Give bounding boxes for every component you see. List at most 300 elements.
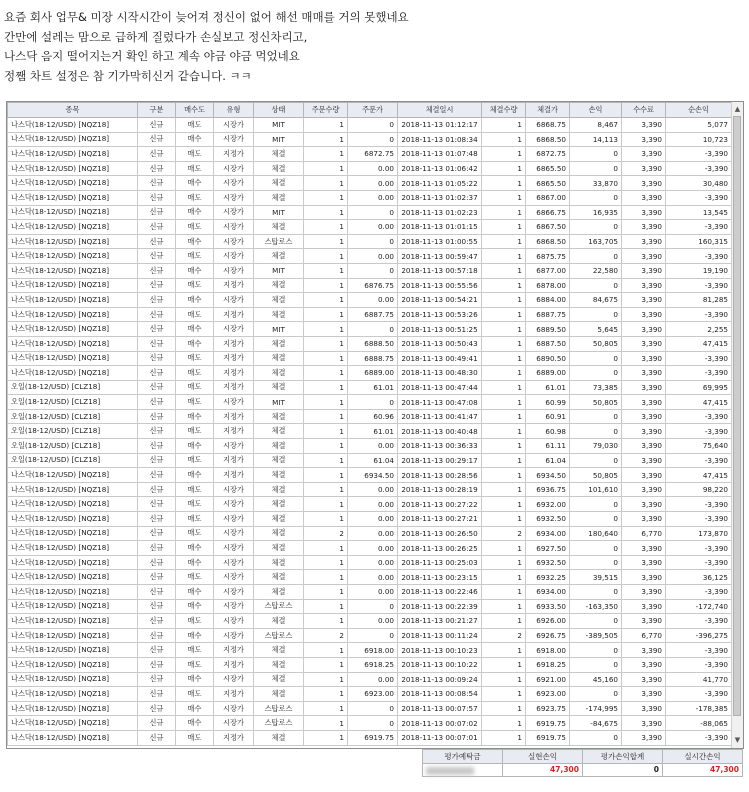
cell-fee: 3,390 xyxy=(622,132,666,147)
table-row[interactable] xyxy=(8,672,732,687)
cell-net-pnl: -3,390 xyxy=(666,190,732,205)
cell-status: 체결 xyxy=(254,176,304,191)
cell-fill-time: 2018-11-13 01:06:42 xyxy=(398,161,482,176)
cell-fill-time: 2018-11-13 00:26:25 xyxy=(398,541,482,556)
cell-side: 매도 xyxy=(176,657,214,672)
cell-order-price: 0.00 xyxy=(348,190,398,205)
cell-fee: 3,390 xyxy=(622,482,666,497)
cell-order-price: 0 xyxy=(348,701,398,716)
cell-order-qty: 1 xyxy=(304,716,348,731)
cell-status: 체결 xyxy=(254,497,304,512)
cell-net-pnl: 47,415 xyxy=(666,395,732,410)
cell-status: 체결 xyxy=(254,541,304,556)
cell-fill-price: 6932.25 xyxy=(526,570,570,585)
cell-net-pnl: -3,390 xyxy=(666,453,732,468)
cell-order-type: 시장가 xyxy=(214,526,254,541)
post-line: 간만에 설레는 맘으로 급하게 질렀다가 손실보고 정신차리고, xyxy=(4,29,308,44)
cell-fee: 3,390 xyxy=(622,176,666,191)
cell-symbol: 오일(18-12/USD) [CLZ18] xyxy=(8,395,138,410)
summary-value-row xyxy=(423,763,743,777)
cell-fill-time: 2018-11-13 00:07:01 xyxy=(398,730,482,745)
cell-side: 매도 xyxy=(176,482,214,497)
column-header[interactable]: 체결수량 xyxy=(482,103,526,118)
table-row[interactable] xyxy=(8,322,732,337)
table-row[interactable] xyxy=(8,190,732,205)
cell-type: 신규 xyxy=(138,614,176,629)
cell-fee: 3,390 xyxy=(622,409,666,424)
cell-fill-price: 61.11 xyxy=(526,439,570,454)
cell-fill-qty: 1 xyxy=(482,570,526,585)
cell-status: 체결 xyxy=(254,555,304,570)
cell-fill-qty: 1 xyxy=(482,147,526,162)
cell-pnl: 0 xyxy=(570,366,622,381)
cell-type: 신규 xyxy=(138,555,176,570)
cell-order-type: 지정가 xyxy=(214,366,254,381)
cell-symbol: 오일(18-12/USD) [CLZ18] xyxy=(8,439,138,454)
cell-fill-price: 61.01 xyxy=(526,380,570,395)
cell-order-price: 0.00 xyxy=(348,249,398,264)
cell-order-price: 0 xyxy=(348,395,398,410)
table-row[interactable] xyxy=(8,409,732,424)
cell-type: 신규 xyxy=(138,176,176,191)
scroll-down-arrow-icon[interactable]: ▼ xyxy=(734,736,741,744)
cell-fill-qty: 1 xyxy=(482,497,526,512)
cell-fill-price: 6878.00 xyxy=(526,278,570,293)
column-header[interactable]: 수수료 xyxy=(622,103,666,118)
cell-symbol: 나스닥(18-12/USD) [NQZ18] xyxy=(8,234,138,249)
cell-fill-price: 6890.50 xyxy=(526,351,570,366)
cell-side: 매도 xyxy=(176,307,214,322)
cell-pnl: 0 xyxy=(570,730,622,745)
cell-fill-price: 61.04 xyxy=(526,453,570,468)
cell-order-qty: 1 xyxy=(304,278,348,293)
table-row[interactable] xyxy=(8,687,732,702)
cell-fill-qty: 1 xyxy=(482,672,526,687)
cell-fill-qty: 1 xyxy=(482,220,526,235)
table-row[interactable] xyxy=(8,628,732,643)
table-row[interactable] xyxy=(8,643,732,658)
table-row[interactable] xyxy=(8,263,732,278)
cell-type: 신규 xyxy=(138,395,176,410)
cell-order-price: 0.00 xyxy=(348,512,398,527)
cell-side: 매수 xyxy=(176,555,214,570)
cell-fill-qty: 1 xyxy=(482,482,526,497)
cell-order-price: 0.00 xyxy=(348,672,398,687)
table-row[interactable] xyxy=(8,497,732,512)
cell-order-price: 6934.50 xyxy=(348,468,398,483)
cell-status: 스탑로스 xyxy=(254,628,304,643)
table-row[interactable] xyxy=(8,118,732,133)
cell-order-price: 0 xyxy=(348,599,398,614)
table-row[interactable] xyxy=(8,512,732,527)
cell-fee: 3,390 xyxy=(622,570,666,585)
cell-status: 체결 xyxy=(254,307,304,322)
cell-fill-price: 6889.50 xyxy=(526,322,570,337)
cell-symbol: 오일(18-12/USD) [CLZ18] xyxy=(8,409,138,424)
column-header[interactable]: 구분 xyxy=(138,103,176,118)
vertical-scrollbar[interactable] xyxy=(731,102,743,748)
cell-order-type: 지정가 xyxy=(214,643,254,658)
cell-side: 매도 xyxy=(176,190,214,205)
cell-order-price: 0 xyxy=(348,628,398,643)
cell-type: 신규 xyxy=(138,249,176,264)
cell-net-pnl: -88,065 xyxy=(666,716,732,731)
post-line: 나스닥 음지 떨어지는거 확인 하고 계속 야금 야금 먹었네요 xyxy=(4,49,300,63)
cell-symbol: 나스닥(18-12/USD) [NQZ18] xyxy=(8,599,138,614)
eval-pnl-total-value: 0 xyxy=(583,763,663,777)
column-header[interactable]: 손익 xyxy=(570,103,622,118)
cell-order-price: 0.00 xyxy=(348,541,398,556)
cell-fee: 6,770 xyxy=(622,628,666,643)
post-text xyxy=(4,8,744,86)
cell-fill-price: 6932.00 xyxy=(526,497,570,512)
table-row[interactable] xyxy=(8,599,732,614)
cell-fill-time: 2018-11-13 01:00:55 xyxy=(398,234,482,249)
cell-net-pnl: 13,545 xyxy=(666,205,732,220)
cell-pnl: 0 xyxy=(570,220,622,235)
table-row[interactable] xyxy=(8,351,732,366)
cell-fee: 3,390 xyxy=(622,336,666,351)
cell-fill-price: 6918.25 xyxy=(526,657,570,672)
cell-pnl: 73,385 xyxy=(570,380,622,395)
cell-net-pnl: -3,390 xyxy=(666,585,732,600)
cell-order-price: 0.00 xyxy=(348,614,398,629)
cell-fee: 3,390 xyxy=(622,701,666,716)
cell-side: 매도 xyxy=(176,366,214,381)
cell-side: 매도 xyxy=(176,526,214,541)
cell-side: 매수 xyxy=(176,205,214,220)
cell-status: 체결 xyxy=(254,366,304,381)
cell-fee: 3,390 xyxy=(622,322,666,337)
column-header[interactable]: 종목 xyxy=(8,103,138,118)
cell-order-price: 0.00 xyxy=(348,555,398,570)
cell-fill-time: 2018-11-13 00:07:57 xyxy=(398,701,482,716)
cell-net-pnl: -396,275 xyxy=(666,628,732,643)
cell-order-qty: 1 xyxy=(304,263,348,278)
cell-status: 체결 xyxy=(254,468,304,483)
cell-fill-qty: 1 xyxy=(482,730,526,745)
cell-type: 신규 xyxy=(138,409,176,424)
cell-fill-time: 2018-11-13 00:10:22 xyxy=(398,657,482,672)
cell-fill-price: 60.99 xyxy=(526,395,570,410)
cell-fee: 3,390 xyxy=(622,234,666,249)
table-row[interactable] xyxy=(8,336,732,351)
cell-order-type: 지정가 xyxy=(214,468,254,483)
cell-fee: 3,390 xyxy=(622,555,666,570)
cell-fill-price: 6887.50 xyxy=(526,336,570,351)
scroll-up-arrow-icon[interactable]: ▲ xyxy=(734,105,741,113)
cell-fill-qty: 1 xyxy=(482,234,526,249)
cell-type: 신규 xyxy=(138,687,176,702)
cell-net-pnl: 47,415 xyxy=(666,468,732,483)
cell-fill-qty: 1 xyxy=(482,263,526,278)
column-header[interactable]: 상태 xyxy=(254,103,304,118)
cell-net-pnl: -3,390 xyxy=(666,147,732,162)
table-row[interactable] xyxy=(8,439,732,454)
cell-net-pnl: -3,390 xyxy=(666,730,732,745)
cell-fill-time: 2018-11-13 00:55:56 xyxy=(398,278,482,293)
cell-fee: 3,390 xyxy=(622,730,666,745)
cell-side: 매도 xyxy=(176,380,214,395)
cell-fill-qty: 1 xyxy=(482,599,526,614)
cell-type: 신규 xyxy=(138,307,176,322)
cell-status: 체결 xyxy=(254,672,304,687)
cell-fill-price: 6934.00 xyxy=(526,526,570,541)
cell-pnl: 0 xyxy=(570,585,622,600)
cell-net-pnl: -3,390 xyxy=(666,643,732,658)
cell-symbol: 나스닥(18-12/USD) [NQZ18] xyxy=(8,249,138,264)
cell-order-qty: 1 xyxy=(304,643,348,658)
cell-status: 체결 xyxy=(254,380,304,395)
cell-status: 체결 xyxy=(254,585,304,600)
cell-order-type: 시장가 xyxy=(214,132,254,147)
table-row[interactable] xyxy=(8,147,732,162)
cell-fill-price: 6887.75 xyxy=(526,307,570,322)
cell-net-pnl: 36,125 xyxy=(666,570,732,585)
table-row[interactable] xyxy=(8,541,732,556)
cell-fill-time: 2018-11-13 00:29:17 xyxy=(398,453,482,468)
cell-order-price: 61.04 xyxy=(348,453,398,468)
cell-order-type: 시장가 xyxy=(214,570,254,585)
column-header[interactable]: 매수도 xyxy=(176,103,214,118)
table-row[interactable] xyxy=(8,293,732,308)
cell-symbol: 나스닥(18-12/USD) [NQZ18] xyxy=(8,657,138,672)
cell-side: 매도 xyxy=(176,161,214,176)
cell-fill-time: 2018-11-13 00:22:46 xyxy=(398,585,482,600)
cell-side: 매도 xyxy=(176,570,214,585)
cell-fill-time: 2018-11-13 00:47:08 xyxy=(398,395,482,410)
cell-type: 신규 xyxy=(138,190,176,205)
cell-fill-qty: 1 xyxy=(482,657,526,672)
cell-order-qty: 1 xyxy=(304,351,348,366)
table-row[interactable] xyxy=(8,555,732,570)
summary-header: 평가손익합계 xyxy=(583,750,663,764)
table-row[interactable] xyxy=(8,380,732,395)
table-row[interactable] xyxy=(8,468,732,483)
table-row[interactable] xyxy=(8,366,732,381)
table-row[interactable] xyxy=(8,701,732,716)
cell-fee: 3,390 xyxy=(622,468,666,483)
cell-status: 체결 xyxy=(254,526,304,541)
cell-order-price: 0 xyxy=(348,263,398,278)
cell-symbol: 나스닥(18-12/USD) [NQZ18] xyxy=(8,512,138,527)
cell-pnl: 0 xyxy=(570,190,622,205)
table-row[interactable] xyxy=(8,716,732,731)
cell-fill-time: 2018-11-13 01:02:37 xyxy=(398,190,482,205)
cell-fill-qty: 1 xyxy=(482,322,526,337)
trade-history-grid xyxy=(6,101,744,749)
cell-fee: 3,390 xyxy=(622,307,666,322)
cell-fill-qty: 2 xyxy=(482,526,526,541)
cell-order-price: 61.01 xyxy=(348,424,398,439)
cell-symbol: 나스닥(18-12/USD) [NQZ18] xyxy=(8,672,138,687)
cell-order-price: 6889.00 xyxy=(348,366,398,381)
cell-type: 신규 xyxy=(138,278,176,293)
cell-order-price: 6888.75 xyxy=(348,351,398,366)
cell-fee: 3,390 xyxy=(622,716,666,731)
cell-order-price: 0.00 xyxy=(348,482,398,497)
column-header[interactable]: 순손익 xyxy=(666,103,732,118)
cell-order-price: 0.00 xyxy=(348,293,398,308)
cell-net-pnl: 41,770 xyxy=(666,672,732,687)
scrollbar-thumb[interactable] xyxy=(733,116,741,716)
table-row[interactable] xyxy=(8,176,732,191)
cell-side: 매도 xyxy=(176,730,214,745)
cell-order-price: 0.00 xyxy=(348,220,398,235)
cell-status: 체결 xyxy=(254,657,304,672)
cell-type: 신규 xyxy=(138,482,176,497)
cell-symbol: 나스닥(18-12/USD) [NQZ18] xyxy=(8,497,138,512)
cell-type: 신규 xyxy=(138,716,176,731)
cell-order-type: 지정가 xyxy=(214,351,254,366)
cell-net-pnl: 160,315 xyxy=(666,234,732,249)
cell-pnl: 163,705 xyxy=(570,234,622,249)
summary-header-row xyxy=(423,750,743,764)
cell-fill-price: 6921.00 xyxy=(526,672,570,687)
cell-order-price: 61.01 xyxy=(348,380,398,395)
column-header[interactable]: 유형 xyxy=(214,103,254,118)
table-row[interactable] xyxy=(8,132,732,147)
cell-status: 체결 xyxy=(254,730,304,745)
cell-symbol: 나스닥(18-12/USD) [NQZ18] xyxy=(8,614,138,629)
cell-order-qty: 1 xyxy=(304,599,348,614)
cell-status: 체결 xyxy=(254,687,304,702)
cell-order-price: 0 xyxy=(348,716,398,731)
cell-order-type: 시장가 xyxy=(214,497,254,512)
cell-fill-qty: 1 xyxy=(482,614,526,629)
cell-symbol: 나스닥(18-12/USD) [NQZ18] xyxy=(8,118,138,133)
cell-order-type: 지정가 xyxy=(214,147,254,162)
cell-order-qty: 1 xyxy=(304,468,348,483)
cell-side: 매도 xyxy=(176,118,214,133)
cell-symbol: 나스닥(18-12/USD) [NQZ18] xyxy=(8,205,138,220)
cell-net-pnl: -178,385 xyxy=(666,701,732,716)
cell-order-qty: 1 xyxy=(304,730,348,745)
cell-fill-price: 6934.50 xyxy=(526,468,570,483)
cell-fill-price: 6923.75 xyxy=(526,701,570,716)
cell-pnl: 0 xyxy=(570,147,622,162)
cell-symbol: 나스닥(18-12/USD) [NQZ18] xyxy=(8,526,138,541)
cell-net-pnl: 30,480 xyxy=(666,176,732,191)
cell-fill-time: 2018-11-13 00:28:56 xyxy=(398,468,482,483)
cell-fill-price: 6919.75 xyxy=(526,730,570,745)
table-row[interactable] xyxy=(8,161,732,176)
table-row[interactable] xyxy=(8,307,732,322)
cell-net-pnl: 75,640 xyxy=(666,439,732,454)
cell-fill-qty: 1 xyxy=(482,555,526,570)
table-row[interactable] xyxy=(8,614,732,629)
table-row[interactable] xyxy=(8,220,732,235)
cell-status: 체결 xyxy=(254,409,304,424)
cell-net-pnl: -3,390 xyxy=(666,424,732,439)
cell-fill-price: 6867.00 xyxy=(526,190,570,205)
column-header[interactable]: 체결일시 xyxy=(398,103,482,118)
table-row[interactable] xyxy=(8,234,732,249)
cell-side: 매도 xyxy=(176,424,214,439)
cell-order-type: 시장가 xyxy=(214,234,254,249)
cell-net-pnl: -3,390 xyxy=(666,497,732,512)
cell-status: 스탑로스 xyxy=(254,599,304,614)
cell-order-type: 지정가 xyxy=(214,409,254,424)
cell-type: 신규 xyxy=(138,293,176,308)
cell-fill-price: 6918.00 xyxy=(526,643,570,658)
cell-status: 체결 xyxy=(254,278,304,293)
cell-symbol: 나스닥(18-12/USD) [NQZ18] xyxy=(8,278,138,293)
column-header[interactable]: 주문수량 xyxy=(304,103,348,118)
cell-order-qty: 2 xyxy=(304,526,348,541)
cell-pnl: 39,515 xyxy=(570,570,622,585)
cell-order-qty: 1 xyxy=(304,190,348,205)
cell-net-pnl: -172,740 xyxy=(666,599,732,614)
cell-type: 신규 xyxy=(138,468,176,483)
table-row[interactable] xyxy=(8,526,732,541)
cell-net-pnl: 19,190 xyxy=(666,263,732,278)
table-row[interactable] xyxy=(8,585,732,600)
column-header[interactable]: 체결가 xyxy=(526,103,570,118)
cell-pnl: 8,467 xyxy=(570,118,622,133)
cell-order-qty: 1 xyxy=(304,497,348,512)
cell-side: 매수 xyxy=(176,599,214,614)
cell-order-qty: 1 xyxy=(304,147,348,162)
cell-order-type: 시장가 xyxy=(214,599,254,614)
cell-net-pnl: 69,995 xyxy=(666,380,732,395)
cell-side: 매수 xyxy=(176,716,214,731)
table-row[interactable] xyxy=(8,730,732,745)
cell-order-qty: 1 xyxy=(304,366,348,381)
table-row[interactable] xyxy=(8,482,732,497)
cell-order-type: 시장가 xyxy=(214,672,254,687)
cell-fill-price: 6919.75 xyxy=(526,716,570,731)
cell-fill-qty: 1 xyxy=(482,512,526,527)
cell-fill-price: 6875.75 xyxy=(526,249,570,264)
table-row[interactable] xyxy=(8,657,732,672)
cell-side: 매수 xyxy=(176,409,214,424)
cell-order-type: 시장가 xyxy=(214,190,254,205)
cell-status: MIT xyxy=(254,132,304,147)
table-row[interactable] xyxy=(8,205,732,220)
cell-pnl: 0 xyxy=(570,643,622,658)
cell-pnl: 0 xyxy=(570,307,622,322)
cell-order-qty: 1 xyxy=(304,453,348,468)
cell-net-pnl: -3,390 xyxy=(666,687,732,702)
cell-order-qty: 1 xyxy=(304,161,348,176)
cell-net-pnl: -3,390 xyxy=(666,249,732,264)
table-row[interactable] xyxy=(8,249,732,264)
cell-fill-qty: 1 xyxy=(482,190,526,205)
column-header[interactable]: 주문가 xyxy=(348,103,398,118)
cell-fill-price: 6936.75 xyxy=(526,482,570,497)
table-row[interactable] xyxy=(8,278,732,293)
cell-side: 매수 xyxy=(176,701,214,716)
cell-side: 매수 xyxy=(176,132,214,147)
table-row[interactable] xyxy=(8,570,732,585)
cell-side: 매도 xyxy=(176,512,214,527)
cell-fill-price: 6872.75 xyxy=(526,147,570,162)
table-row[interactable] xyxy=(8,453,732,468)
cell-order-type: 시장가 xyxy=(214,161,254,176)
cell-fee: 3,390 xyxy=(622,541,666,556)
cell-side: 매도 xyxy=(176,687,214,702)
cell-symbol: 나스닥(18-12/USD) [NQZ18] xyxy=(8,482,138,497)
cell-fee: 3,390 xyxy=(622,118,666,133)
table-row[interactable] xyxy=(8,395,732,410)
table-row[interactable] xyxy=(8,424,732,439)
cell-order-type: 지정가 xyxy=(214,278,254,293)
cell-type: 신규 xyxy=(138,161,176,176)
cell-symbol: 나스닥(18-12/USD) [NQZ18] xyxy=(8,132,138,147)
cell-status: 체결 xyxy=(254,439,304,454)
cell-fill-time: 2018-11-13 01:07:48 xyxy=(398,147,482,162)
